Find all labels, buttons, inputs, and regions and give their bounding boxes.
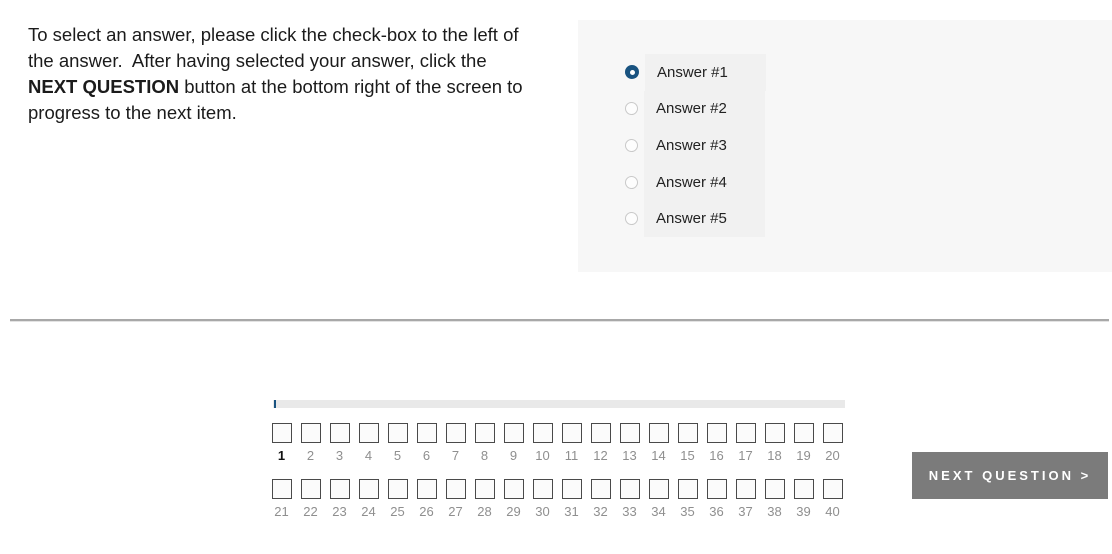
answer-option-row bbox=[625, 54, 766, 91]
progress-indicator bbox=[274, 400, 276, 408]
question-checkbox[interactable] bbox=[620, 479, 640, 499]
question-checkbox[interactable] bbox=[388, 423, 408, 443]
question-checkbox[interactable] bbox=[736, 423, 756, 443]
question-checkbox[interactable] bbox=[707, 423, 727, 443]
question-checkbox[interactable] bbox=[649, 479, 669, 499]
question-cell bbox=[677, 423, 698, 463]
question-number: 27 bbox=[448, 504, 463, 519]
question-number: 28 bbox=[477, 504, 492, 519]
question-cell bbox=[474, 423, 495, 463]
question-cell bbox=[677, 479, 698, 519]
answer-label[interactable]: Answer #3 bbox=[644, 127, 765, 164]
question-number: 12 bbox=[593, 448, 608, 463]
question-checkbox[interactable] bbox=[533, 479, 553, 499]
radio-unselected-icon[interactable] bbox=[625, 176, 638, 189]
question-cell bbox=[358, 479, 379, 519]
question-number: 29 bbox=[506, 504, 521, 519]
question-checkbox[interactable] bbox=[591, 479, 611, 499]
question-cell bbox=[358, 423, 379, 463]
radio-selected-icon[interactable] bbox=[625, 65, 639, 79]
answer-label[interactable]: Answer #4 bbox=[644, 164, 765, 201]
question-checkbox[interactable] bbox=[301, 423, 321, 443]
question-cell bbox=[387, 423, 408, 463]
question-checkbox[interactable] bbox=[707, 479, 727, 499]
question-checkbox[interactable] bbox=[388, 479, 408, 499]
question-cell bbox=[561, 423, 582, 463]
instruction-bold-segment: NEXT QUESTION bbox=[28, 76, 180, 97]
question-cell bbox=[822, 479, 843, 519]
question-cell bbox=[271, 479, 292, 519]
question-cell bbox=[300, 423, 321, 463]
question-grid-row bbox=[271, 479, 843, 519]
question-checkbox[interactable] bbox=[765, 479, 785, 499]
question-number: 30 bbox=[535, 504, 550, 519]
question-cell bbox=[648, 479, 669, 519]
question-checkbox[interactable] bbox=[649, 423, 669, 443]
question-checkbox[interactable] bbox=[794, 423, 814, 443]
question-number: 31 bbox=[564, 504, 579, 519]
question-cell bbox=[561, 479, 582, 519]
radio-unselected-icon[interactable] bbox=[625, 139, 638, 152]
question-number-current: 1 bbox=[277, 448, 286, 463]
answer-option-row bbox=[625, 164, 766, 201]
question-checkbox[interactable] bbox=[446, 423, 466, 443]
question-number: 33 bbox=[622, 504, 637, 519]
question-number: 4 bbox=[364, 448, 373, 463]
question-checkbox[interactable] bbox=[823, 479, 843, 499]
question-number: 15 bbox=[680, 448, 695, 463]
question-cell bbox=[271, 423, 292, 463]
question-cell bbox=[445, 423, 466, 463]
question-number: 18 bbox=[767, 448, 782, 463]
question-checkbox[interactable] bbox=[678, 423, 698, 443]
radio-unselected-icon[interactable] bbox=[625, 102, 638, 115]
question-number: 7 bbox=[451, 448, 460, 463]
question-checkbox[interactable] bbox=[359, 423, 379, 443]
question-cell bbox=[706, 423, 727, 463]
answer-option-row bbox=[625, 127, 766, 164]
question-number: 21 bbox=[274, 504, 289, 519]
question-number: 23 bbox=[332, 504, 347, 519]
question-checkbox[interactable] bbox=[301, 479, 321, 499]
question-cell bbox=[793, 479, 814, 519]
question-checkbox[interactable] bbox=[794, 479, 814, 499]
question-checkbox[interactable] bbox=[417, 423, 437, 443]
question-checkbox[interactable] bbox=[765, 423, 785, 443]
question-cell bbox=[706, 479, 727, 519]
question-cell bbox=[387, 479, 408, 519]
question-number: 22 bbox=[303, 504, 318, 519]
question-checkbox[interactable] bbox=[417, 479, 437, 499]
question-checkbox[interactable] bbox=[562, 479, 582, 499]
question-cell bbox=[735, 479, 756, 519]
answer-label[interactable]: Answer #5 bbox=[644, 200, 765, 237]
horizontal-divider bbox=[10, 319, 1109, 322]
question-checkbox[interactable] bbox=[330, 423, 350, 443]
question-checkbox[interactable] bbox=[562, 423, 582, 443]
question-number: 38 bbox=[767, 504, 782, 519]
question-cell bbox=[503, 479, 524, 519]
question-cell bbox=[532, 479, 553, 519]
question-number: 14 bbox=[651, 448, 666, 463]
question-cell bbox=[532, 423, 553, 463]
question-number: 34 bbox=[651, 504, 666, 519]
question-checkbox[interactable] bbox=[272, 423, 292, 443]
question-cell bbox=[764, 479, 785, 519]
question-checkbox[interactable] bbox=[272, 479, 292, 499]
next-question-button[interactable]: NEXT QUESTION > bbox=[912, 452, 1108, 499]
question-cell bbox=[764, 423, 785, 463]
instruction-line bbox=[28, 74, 573, 100]
question-cell bbox=[590, 479, 611, 519]
question-number: 19 bbox=[796, 448, 811, 463]
question-cell bbox=[793, 423, 814, 463]
question-number: 17 bbox=[738, 448, 753, 463]
answer-option-row bbox=[625, 91, 766, 128]
question-number: 24 bbox=[361, 504, 376, 519]
question-checkbox[interactable] bbox=[446, 479, 466, 499]
question-number: 32 bbox=[593, 504, 608, 519]
instruction-segment: To select an answer, please click the check-box to the left of bbox=[28, 24, 519, 45]
question-number: 25 bbox=[390, 504, 405, 519]
question-cell bbox=[822, 423, 843, 463]
question-number: 36 bbox=[709, 504, 724, 519]
question-checkbox[interactable] bbox=[359, 479, 379, 499]
answer-options-list bbox=[625, 54, 766, 237]
question-number: 13 bbox=[622, 448, 637, 463]
question-cell bbox=[416, 423, 437, 463]
question-number: 3 bbox=[335, 448, 344, 463]
question-cell bbox=[503, 423, 524, 463]
question-number: 16 bbox=[709, 448, 724, 463]
answer-label[interactable]: Answer #2 bbox=[644, 91, 765, 128]
question-grid-row bbox=[271, 423, 843, 463]
question-cell bbox=[329, 423, 350, 463]
radio-unselected-icon[interactable] bbox=[625, 212, 638, 225]
question-cell bbox=[300, 479, 321, 519]
instruction-line bbox=[28, 100, 573, 126]
question-cell bbox=[619, 423, 640, 463]
question-checkbox[interactable] bbox=[330, 479, 350, 499]
question-checkbox[interactable] bbox=[678, 479, 698, 499]
instruction-line bbox=[28, 48, 573, 74]
question-cell bbox=[619, 479, 640, 519]
question-number: 5 bbox=[393, 448, 402, 463]
question-number: 20 bbox=[825, 448, 840, 463]
answer-panel bbox=[578, 20, 1112, 272]
instruction-line bbox=[28, 22, 573, 48]
question-checkbox[interactable] bbox=[504, 423, 524, 443]
answer-label[interactable]: Answer #1 bbox=[645, 54, 766, 91]
instruction-segment: progress to the next item. bbox=[28, 102, 237, 123]
question-number: 6 bbox=[422, 448, 431, 463]
question-cell bbox=[416, 479, 437, 519]
question-number: 11 bbox=[564, 448, 579, 463]
question-checkbox[interactable] bbox=[591, 423, 611, 443]
question-number: 40 bbox=[825, 504, 840, 519]
question-checkbox[interactable] bbox=[823, 423, 843, 443]
progress-bar bbox=[273, 400, 845, 408]
question-checkbox[interactable] bbox=[620, 423, 640, 443]
instruction-segment: the answer. After having selected your answer, click the bbox=[28, 50, 487, 71]
question-number: 9 bbox=[509, 448, 518, 463]
question-checkbox[interactable] bbox=[504, 479, 524, 499]
question-number: 10 bbox=[535, 448, 550, 463]
question-number: 26 bbox=[419, 504, 434, 519]
question-cell bbox=[445, 479, 466, 519]
question-cell bbox=[474, 479, 495, 519]
question-checkbox[interactable] bbox=[475, 479, 495, 499]
question-number: 35 bbox=[680, 504, 695, 519]
question-cell bbox=[735, 423, 756, 463]
question-checkbox[interactable] bbox=[533, 423, 553, 443]
question-number: 8 bbox=[480, 448, 489, 463]
question-number: 37 bbox=[738, 504, 753, 519]
question-cell bbox=[590, 423, 611, 463]
question-checkbox[interactable] bbox=[475, 423, 495, 443]
question-checkbox[interactable] bbox=[736, 479, 756, 499]
instruction-segment: button at the bottom right of the screen to bbox=[179, 76, 523, 97]
question-cell bbox=[648, 423, 669, 463]
answer-option-row bbox=[625, 200, 766, 237]
question-number: 39 bbox=[796, 504, 811, 519]
question-cell bbox=[329, 479, 350, 519]
question-number: 2 bbox=[306, 448, 315, 463]
question-navigator-grid bbox=[271, 423, 843, 535]
instruction-text bbox=[28, 22, 573, 126]
